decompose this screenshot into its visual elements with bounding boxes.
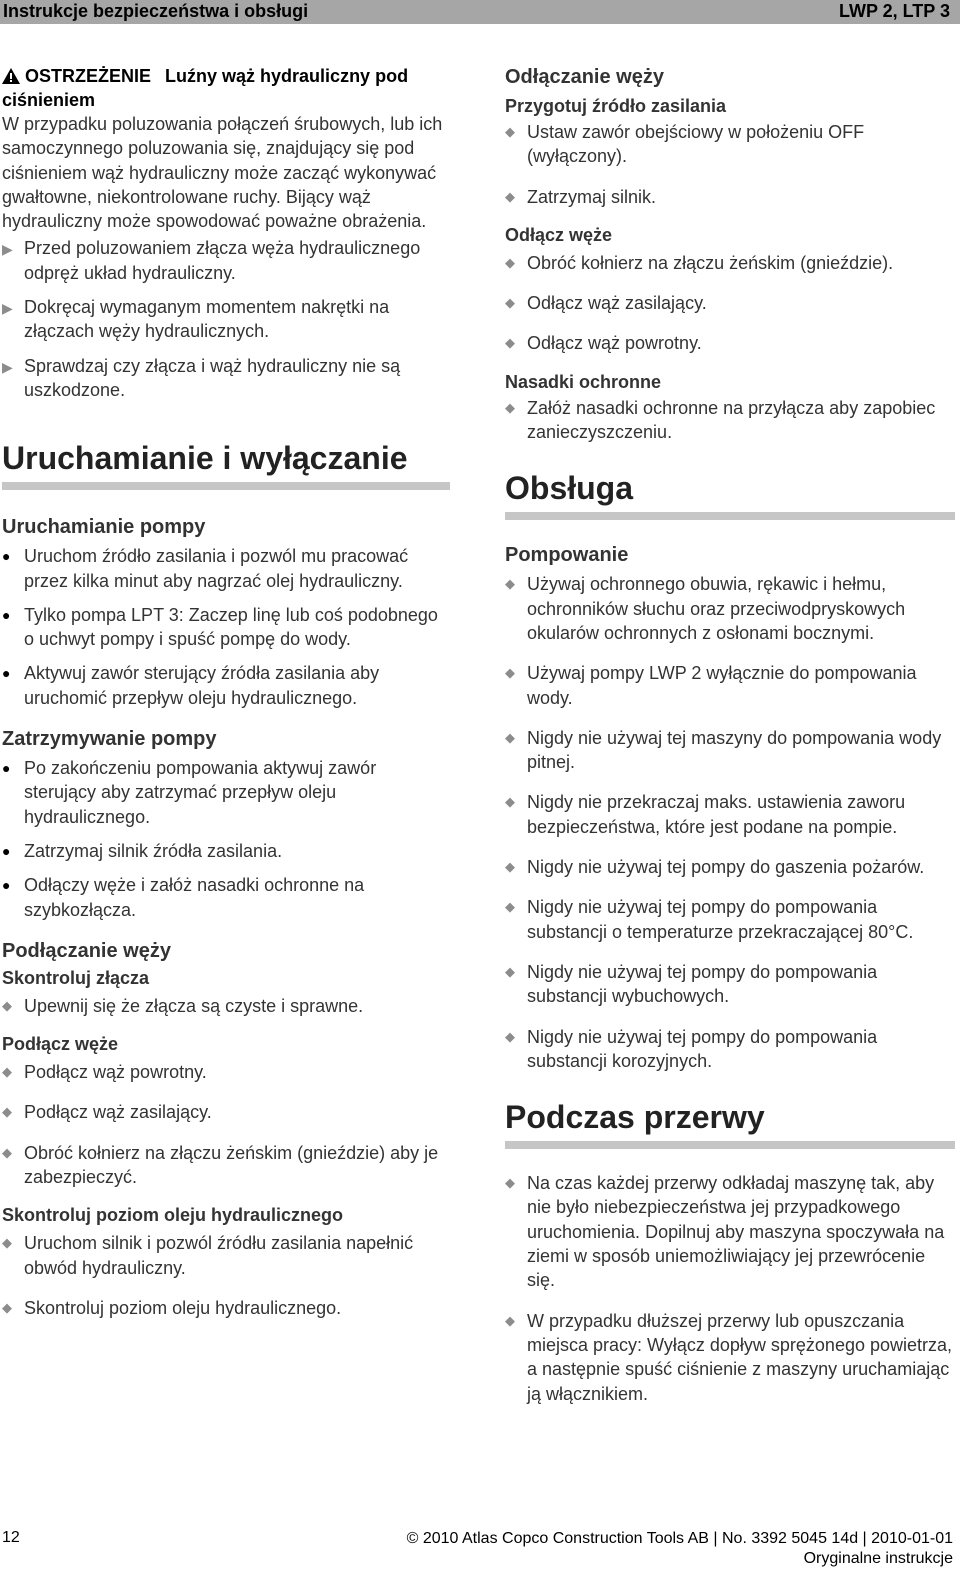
diamond-icon: ◆ (505, 859, 515, 875)
diamond-icon: ◆ (505, 1312, 515, 1328)
list-item: ◆ Ustaw zawór obejściowy w położeniu OFF (wyłączony). (505, 122, 865, 167)
list-item: ◆ Uruchom silnik i pozwól źródłu zasilania napełnić obwód hydrauliczny. (2, 1233, 414, 1278)
arrow-right-icon: ▶ (2, 241, 13, 258)
bullet-icon: ● (2, 606, 11, 623)
list-item: ◆ Podłącz wąż zasilający. (2, 1100, 450, 1124)
list-item: ◆ Nigdy nie używaj tej maszyny do pompowania wody pitnej. (505, 727, 942, 773)
list-item: ◆ Odłącz wąż powrotny. (505, 331, 955, 355)
disconnect-hoses-title: Odłączanie węży (505, 66, 664, 88)
diamond-icon: ◆ (2, 1235, 12, 1251)
pumping-title: Pompowanie (505, 544, 629, 567)
diamond-icon: ◆ (505, 295, 515, 311)
list-item: ● Zatrzymaj silnik źródła zasilania. (2, 839, 450, 863)
diamond-icon: ◆ (505, 254, 515, 270)
warning-item: ▶ Przed poluzowaniem złącza węża hydraulicznego odpręż układ hydrauliczny. (2, 238, 421, 283)
section-title-operation: Obsługa (505, 470, 634, 507)
diamond-icon: ◆ (505, 399, 515, 415)
diamond-icon: ◆ (505, 335, 515, 351)
check-couplings-title: Skontroluj złącza (2, 967, 150, 988)
section-rule (505, 1141, 955, 1149)
warning-label: OSTRZEŻENIE (25, 66, 152, 86)
warning-heading (2, 64, 450, 112)
diamond-icon: ◆ (505, 576, 515, 592)
diamond-icon: ◆ (505, 188, 515, 204)
diamond-icon: ◆ (2, 1299, 12, 1315)
start-pump-title: Uruchamianie pompy (2, 516, 206, 539)
diamond-icon: ◆ (505, 899, 515, 915)
bullet-icon: ● (2, 760, 11, 777)
list-item: ◆ Zatrzymaj silnik. (505, 185, 955, 209)
list-item: ● Odłączy węże i załóż nasadki ochronne na szybkozłącza. (2, 875, 365, 920)
prepare-power-title: Przygotuj źródło zasilania (505, 96, 727, 116)
list-item: ● Tylko pompa LPT 3: Zaczep linę lub coś podobnego o uchwyt pompy i spuść pompę do wody. (2, 604, 438, 650)
list-item: ● Po zakończeniu pompowania aktywuj zawór sterujący aby zatrzymać przepływ oleju hydraulicznego. (2, 758, 377, 827)
bullet-icon: ● (2, 548, 11, 565)
list-item: ◆ Nigdy nie używaj tej pompy do pompowania substancji o temperaturze przekraczającej 80°C. (505, 897, 914, 942)
right-column (505, 64, 955, 1406)
page-header (0, 0, 960, 24)
connect-hoses-title: Podłączanie węży (2, 939, 171, 962)
stop-pump-title: Zatrzymywanie pompy (2, 728, 217, 751)
list-item: ◆ Nigdy nie przekraczaj maks. ustawienia zaworu bezpieczeństwa, które jest podane na pompie. (505, 792, 906, 837)
list-item: ◆ Podłącz wąż powrotny. (2, 1060, 450, 1084)
diamond-icon: ◆ (505, 665, 515, 681)
list-item: ◆ Nigdy nie używaj tej pompy do pompowania substancji korozyjnych. (505, 1026, 878, 1071)
diamond-icon: ◆ (2, 1144, 12, 1160)
diamond-icon: ◆ (2, 997, 12, 1013)
diamond-icon: ◆ (505, 729, 515, 745)
section-rule (505, 512, 955, 520)
section-title-start-stop: Uruchamianie i wyłączanie (2, 440, 408, 477)
diamond-icon: ◆ (505, 1028, 515, 1044)
bullet-icon: ● (2, 665, 11, 682)
list-item: ◆ Nigdy nie używaj tej pompy do gaszenia pożarów. (505, 855, 955, 879)
arrow-right-icon: ▶ (2, 300, 13, 317)
warning-icon (2, 68, 20, 84)
warning-item: ▶ Sprawdzaj czy złącza i wąż hydrauliczny nie są uszkodzone. (2, 355, 401, 400)
bullet-icon: ● (2, 842, 11, 859)
list-item: ◆ Upewnij się że złącza są czyste i sprawne. (2, 994, 450, 1018)
original-instructions-note: Oryginalne instrukcje (803, 1550, 953, 1567)
header-title: Instrukcje bezpieczeństwa i obsługi (3, 1, 309, 21)
list-item: ◆ Nigdy nie używaj tej pompy do pompowania substancji wybuchowych. (505, 961, 878, 1007)
list-item: ◆ W przypadku dłuższej przerwy lub opuszczania miejsca pracy: Wyłącz dopływ sprężonego powietrza, a następnie spuść ciśnienie z maszyny uruchamiając ją włącznikiem. (505, 1310, 953, 1404)
diamond-icon: ◆ (2, 1064, 12, 1080)
warning-body: W przypadku poluzowania połączeń śrubowych, lub ich samoczynnego poluzowania się, znajdujący się pod ciśnieniem wąż hydrauliczny może zacząć wykonywać gwałtowne, niekontrolowane ruchy. Bijący wąż hydrauliczny może spowodować poważne obrażenia. (2, 114, 443, 232)
diamond-icon: ◆ (505, 963, 515, 979)
connect-hoses-subtitle: Podłącz węże (2, 1034, 119, 1055)
list-item: ◆ Używaj ochronnego obuwia, rękawic i hełmu, ochronników słuchu oraz przeciwodpryskowych okularów ochronnych z osłonami bocznymi. (505, 574, 906, 643)
check-oil-title: Skontroluj poziom oleju hydraulicznego (2, 1205, 344, 1226)
warning-title: Luźny wąż hydrauliczny pod ciśnieniem (2, 66, 409, 110)
diamond-icon: ◆ (2, 1104, 12, 1120)
bullet-icon: ● (2, 877, 11, 894)
page-number: 12 (2, 1529, 20, 1546)
warning-item: ▶ Dokręcaj wymaganym momentem nakrętki na złączach węży hydraulicznych. (2, 297, 390, 342)
diamond-icon: ◆ (505, 1175, 515, 1191)
left-column (2, 64, 450, 1320)
diamond-icon: ◆ (505, 794, 515, 810)
list-item: ● Uruchom źródło zasilania i pozwól mu pracować przez kilka minut aby nagrzać olej hydrauliczny. (2, 546, 409, 591)
list-item: ◆ Na czas każdej przerwy odkładaj maszynę tak, aby nie było niebezpieczeństwa jej przypadkowego uruchomienia. Dopilnuj aby maszyna spoczywała na ziemi w sposób uniemożliwiający jej przewrócenie się. (505, 1173, 945, 1291)
list-item: ◆ Używaj pompy LWP 2 wyłącznie do pompowania wody. (505, 663, 917, 708)
list-item: ◆ Skontroluj poziom oleju hydraulicznego. (2, 1296, 450, 1320)
page-footer (407, 1529, 953, 1569)
header-model: LWP 2, LTP 3 (838, 1, 950, 21)
protective-caps-title: Nasadki ochronne (505, 371, 662, 392)
list-item: ◆ Odłącz wąż zasilający. (505, 291, 955, 315)
list-item: ● Aktywuj zawór sterujący źródła zasilania aby uruchomić przepływ oleju hydraulicznego. (2, 663, 380, 708)
copyright-text: © 2010 Atlas Copco Construction Tools AB | No. 3392 5045 14d | 2010-01-01 (406, 1530, 953, 1547)
list-item: ◆ Załóż nasadki ochronne na przyłącza aby zapobiec zanieczyszczeniu. (505, 397, 936, 443)
section-title-break: Podczas przerwy (505, 1099, 765, 1136)
list-item: ◆ Obróć kołnierz na złączu żeńskim (gnieździe). (505, 251, 955, 275)
list-item: ◆ Obróć kołnierz na złączu żeńskim (gnieździe) aby je zabezpieczyć. (2, 1142, 439, 1188)
section-rule (2, 482, 450, 490)
arrow-right-icon: ▶ (2, 358, 13, 375)
diamond-icon: ◆ (505, 124, 515, 139)
disconnect-hoses-subtitle: Odłącz węże (505, 224, 613, 245)
